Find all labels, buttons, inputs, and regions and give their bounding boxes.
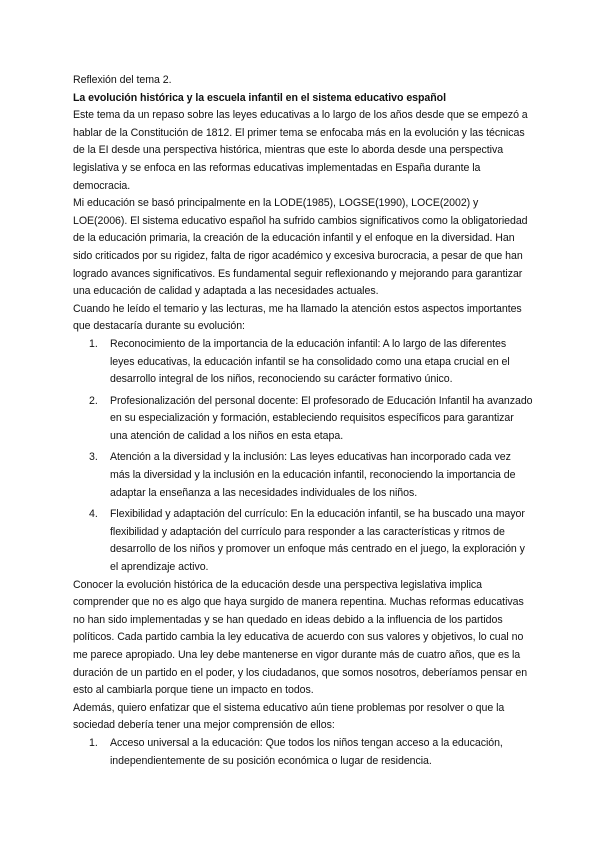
list-item-number: 2.: [89, 394, 98, 407]
list-item-number: 1.: [89, 337, 98, 350]
list-item-number: 1.: [89, 736, 98, 749]
list-item-text: Acceso universal a la educación: Que todos los niños tengan acceso a la educación, independientemente de su posición económica o lugar de residencia.: [110, 736, 503, 767]
paragraph-aspects-intro: Cuando he leído el temario y las lecturas, me ha llamado la atención estos aspectos importantes que destacaría durante su evolución:: [73, 302, 522, 333]
list-item-number: 4.: [89, 508, 98, 521]
list-item-number: 3.: [89, 451, 98, 464]
list-item: [73, 336, 533, 389]
list-item: [73, 506, 533, 576]
paragraph-problems-intro: Además, quiero enfatizar que el sistema educativo aún tiene problemas por resolver o que la sociedad debería tener una mejor comprensión de ellos:: [73, 701, 505, 732]
list-item-text: Profesionalización del personal docente: El profesorado de Educación Infantil ha avanzado en su especialización y formación, estableciendo requisitos específicos para garantizar una atención de calidad a los niños en esta etapa.: [110, 394, 533, 442]
list-item: [73, 735, 533, 770]
list-item-text: Atención a la diversidad y la inclusión: Las leyes educativas han incorporado cada vez más la diversidad y la inclusión en la educación infantil, reconociendo la importancia de adaptar la enseñanza a las necesidades individuales de los niños.: [110, 451, 516, 499]
paragraph-laws: Mi educación se basó principalmente en la LODE(1985), LOGSE(1990), LOCE(2002) y LOE(2006). El sistema educativo español ha sufrido cambios significativos como la obligatoriedad de la educación primaria, la creación de la educación infantil y el enfoque en la diversidad. Han sido criticados por su rigidez, falta de rigor académico y excesiva burocracia, a pesar de que han logrado avances significativos. Es fundamental seguir reflexionando y mejorando para garantizar una educación de calidad y adaptada a las necesidades actuales.: [73, 197, 528, 298]
paragraph-intro: Este tema da un repaso sobre las leyes educativas a lo largo de los años desde que se empezó a hablar de la Constitución de 1812. El primer tema se enfocaba más en la evolución y las técnicas de la EI desde una perspectiva histórica, mientras que este lo aborda desde una perspectiva legislativa y se enfoca en las reformas educativas implementadas en España durante la democracia.: [73, 109, 528, 192]
list-item-text: Reconocimiento de la importancia de la educación infantil: A lo largo de las diferentes leyes educativas, la educación infantil se ha consolidado como una etapa crucial en el desarrollo integral de los niños, reconociendo su carácter formativo único.: [110, 337, 510, 386]
list-item-text: Flexibilidad y adaptación del currículo: En la educación infantil, se ha buscado una mayor flexibilidad y adaptación del currículo para responder a las características y ritmos de desarrollo de los niños y promover un enfoque más centrado en el juego, la exploración y el aprendizaje activo.: [110, 508, 525, 574]
list-item: [73, 393, 533, 446]
aspects-list: [73, 336, 533, 577]
list-item: [73, 449, 533, 502]
problems-list: [73, 735, 533, 770]
document-page: [73, 72, 533, 770]
document-header: Reflexión del tema 2.: [73, 74, 172, 86]
document-title: La evolución histórica y la escuela infantil en el sistema educativo español: [73, 91, 446, 104]
paragraph-reflection: Conocer la evolución histórica de la educación desde una perspectiva legislativa implica comprender que no es algo que haya surgido de manera repentina. Muchas reformas educativas no han sido implementadas y se han quedado en ideas debido a la influencia de los partidos políticos. Cada partido cambia la ley educativa de acuerdo con sus valores y objetivos, lo cual no me parece apropiado. Una ley debe mantenerse en vigor durante más de cuatro años, que es la duración de un partido en el poder, y los ciudadanos, que somos nosotros, deberíamos pensar en esto al cambiarla porque tiene un impacto en todos.: [73, 578, 528, 697]
